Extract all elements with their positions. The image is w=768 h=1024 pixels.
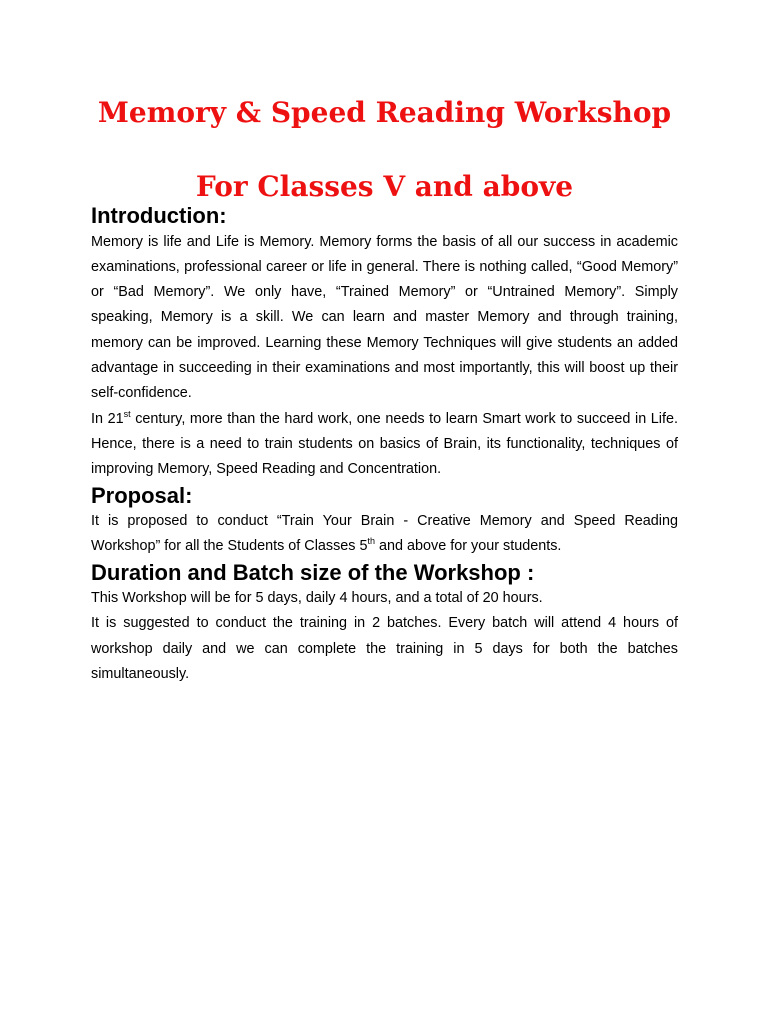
duration-paragraph-1: This Workshop will be for 5 days, daily 4 hours, and a total of 20 hours. (91, 589, 543, 606)
duration-heading: Duration and Batch size of the Workshop : (91, 559, 535, 585)
ordinal-suffix: th (367, 536, 376, 547)
proposal-paragraph-prefix: It is proposed to conduct “Train Your Brain - Creative Memory and Speed Reading Workshop” for all the Students of Classes 5 (91, 512, 678, 555)
document-title: Memory & Speed Reading Workshop (97, 96, 672, 129)
proposal-heading: Proposal: (91, 482, 193, 508)
proposal-paragraph-rest: and above for your students. (375, 538, 562, 555)
proposal-paragraph (91, 509, 678, 560)
introduction-paragraph-1: Memory is life and Life is Memory. Memory forms the basis of all our success in academic examinations, professional career or life in general. There is nothing called, “Good Memory” or “Bad Memory”. We only have, “Trained Memory” or “Untrained Memory”. Simply speaking, Memory is a skill. We can learn and master Memory and through training, memory can be improved. Learning these Memory Techniques will give students an added advantage in succeeding in their examinations and most importantly, this will boost up their self-confidence. (91, 233, 678, 402)
introduction-paragraph-2-rest: century, more than the hard work, one needs to learn Smart work to succeed in Life. Hence, there is a need to train students on basics of Brain, its functionality, techniques of improving Memory, Speed Reading and Concentration. (91, 410, 678, 478)
document-subtitle: For Classes V and above (195, 169, 574, 203)
duration-paragraph-2: It is suggested to conduct the training in 2 batches. Every batch will attend 4 hours of workshop daily and we can complete the training in 5 days for both the batches simultaneously. (91, 615, 678, 682)
introduction-paragraph-2 (91, 407, 678, 483)
ordinal-suffix: st (123, 408, 131, 419)
introduction-heading: Introduction: (91, 203, 227, 229)
introduction-paragraph-2-prefix: In 21 (91, 410, 124, 427)
